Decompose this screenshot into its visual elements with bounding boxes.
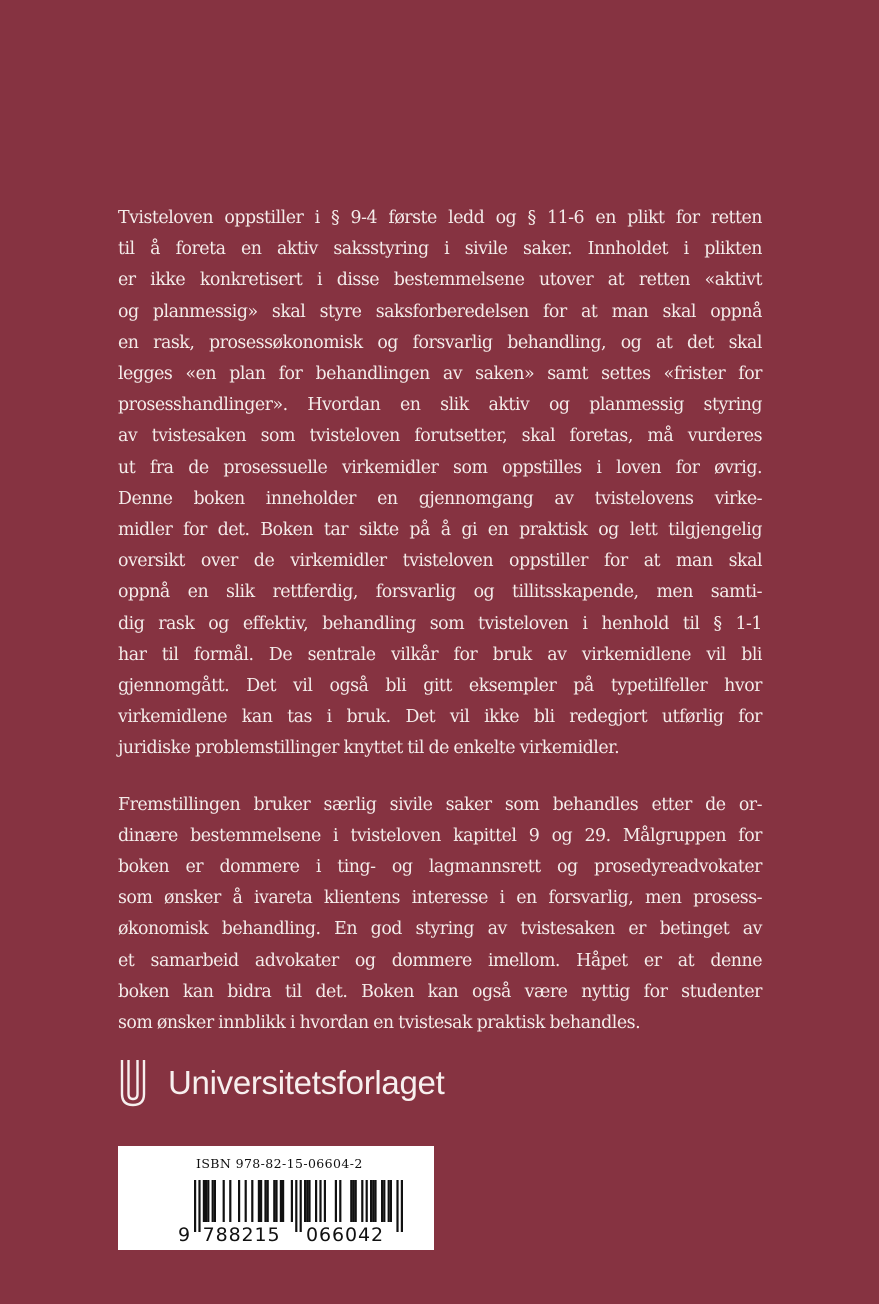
barcode-bar [273, 1180, 275, 1222]
barcode-bar [260, 1180, 262, 1222]
barcode-bar [370, 1180, 372, 1222]
barcode-bar [251, 1180, 253, 1222]
barcode-bar [198, 1180, 200, 1232]
blurb-line: virkemidlene kan tas i bruk. Det vil ikke bli redegjort utførlig for [118, 707, 762, 728]
barcode-bar [229, 1180, 231, 1222]
blurb-line: et samarbeid advokater og dommere imellom. Håpet er at denne [118, 950, 762, 971]
barcode-digits-left: 788215 [202, 1224, 281, 1246]
barcode-bar [280, 1180, 282, 1222]
blurb-line: av tvistesaken som tvisteloven forutsetter, skal foretas, må vurderes [118, 426, 762, 447]
barcode-bar [383, 1180, 385, 1222]
barcode-bar [324, 1180, 326, 1222]
barcode-bar [355, 1180, 357, 1222]
blurb-line: Denne boken inneholder en gjennomgang av tvistelovens virke- [118, 488, 762, 509]
blurb-line: juridiske problemstillinger knyttet til de enkelte virkemidler. [118, 738, 620, 759]
blurb-line: legges «en plan for behandlingen av saken» samt settes «frister for [118, 364, 762, 385]
publisher-name: Universitetsforlaget [168, 1064, 445, 1101]
barcode-bar [390, 1180, 392, 1222]
blurb-line: oppnå en slik rettferdig, forsvarlig og tillitsskapende, men samti- [118, 582, 762, 603]
blurb-line: som ønsker innblikk i hvordan en tvistesak praktisk behandles. [118, 1013, 641, 1034]
blurb-line: prosesshandlinger». Hvordan en slik aktiv og planmessig styring [118, 395, 762, 416]
barcode-bar [258, 1180, 260, 1222]
isbn-label: ISBN 978-82-15-06604-2 [196, 1156, 363, 1171]
barcode-bar [295, 1180, 297, 1232]
barcode-digits-right: 066042 [306, 1224, 384, 1246]
blurb-line: dig rask og effektiv, behandling som tvisteloven i henhold til § 1-1 [118, 613, 762, 634]
barcode-bar [212, 1180, 214, 1222]
barcode-bar [300, 1180, 302, 1232]
barcode-bar [223, 1180, 225, 1222]
barcode-bar [388, 1180, 390, 1222]
barcode-bar [282, 1180, 284, 1222]
barcode-bar [291, 1180, 293, 1222]
barcode-bar [203, 1180, 205, 1222]
blurb-line: er ikke konkretisert i disse bestemmelsene utover at retten «aktivt [118, 270, 762, 291]
blurb-line: midler for det. Boken tar sikte på å gi en praktisk og lett tilgjengelig [118, 520, 762, 541]
blurb-line: gjennomgått. Det vil også bli gitt eksempler på typetilfeller hvor [118, 676, 762, 697]
barcode-bar [315, 1180, 317, 1222]
barcode-bar [335, 1180, 337, 1222]
blurb-line: ut fra de prosessuelle virkemidler som oppstilles i loven for øvrig. [118, 457, 762, 478]
isbn-barcode [118, 1146, 434, 1250]
universitetsforlaget-logo-icon [118, 1058, 148, 1108]
barcode-bar [304, 1180, 306, 1222]
barcode-bar [396, 1180, 398, 1232]
barcode-bar [361, 1180, 363, 1222]
barcode-bar [381, 1180, 383, 1222]
blurb-line: som ønsker å ivareta klientens interesse i en forsvarlig, men prosess- [118, 888, 762, 909]
barcode-bar [352, 1180, 354, 1222]
barcode-bar [207, 1180, 209, 1222]
blurb-text [118, 203, 762, 1039]
blurb-paragraph-1 [118, 203, 762, 765]
barcode-bar [366, 1180, 368, 1222]
blurb-paragraph-2 [118, 790, 762, 1040]
barcode-bar [308, 1180, 310, 1222]
blurb-line: en rask, prosessøkonomisk og forsvarlig behandling, og at det skal [118, 332, 762, 353]
blurb-line: Fremstillingen bruker særlig sivile saker som behandles etter de or- [118, 794, 762, 815]
blurb-line: har til formål. De sentrale vilkår for bruk av virkemidlene vil bli [118, 644, 762, 665]
barcode-bar [194, 1180, 196, 1232]
barcode-bar [245, 1180, 247, 1222]
barcode-bar [238, 1180, 240, 1222]
blurb-line: boken kan bidra til det. Boken kan også være nyttig for studenter [118, 981, 762, 1002]
barcode-bar [374, 1180, 376, 1222]
blurb-line: oversikt over de virkemidler tvisteloven oppstiller for at man skal [118, 551, 762, 572]
blurb-line: til å foreta en aktiv saksstyring i sivile saker. Innholdet i plikten [118, 239, 762, 260]
publisher-logo [118, 1058, 444, 1108]
barcode-bar [267, 1180, 269, 1222]
barcode-bar [319, 1180, 321, 1222]
barcode-bar [401, 1180, 403, 1232]
barcode-bar [372, 1180, 374, 1222]
barcode-digit-first: 9 [178, 1224, 191, 1246]
blurb-line: og planmessig» skal styre saksforberedelsen for at man skal oppnå [118, 301, 762, 322]
blurb-line: Tvisteloven oppstiller i § 9-4 første ledd og § 11-6 en plikt for retten [118, 208, 762, 228]
blurb-line: boken er dommere i ting- og lagmannsrett og prosedyreadvokater [118, 857, 762, 878]
barcode-bar [264, 1180, 266, 1222]
barcode-bar [350, 1180, 352, 1222]
barcode-bar [339, 1180, 341, 1222]
barcode-bar [275, 1180, 277, 1222]
barcode-bar [205, 1180, 207, 1222]
blurb-line: dinære bestemmelsene i tvisteloven kapittel 9 og 29. Målgruppen for [118, 825, 762, 846]
barcode-bar [306, 1180, 308, 1222]
barcode-bar [214, 1180, 216, 1222]
blurb-line: økonomisk behandling. En god styring av tvistesaken er betinget av [118, 919, 762, 940]
